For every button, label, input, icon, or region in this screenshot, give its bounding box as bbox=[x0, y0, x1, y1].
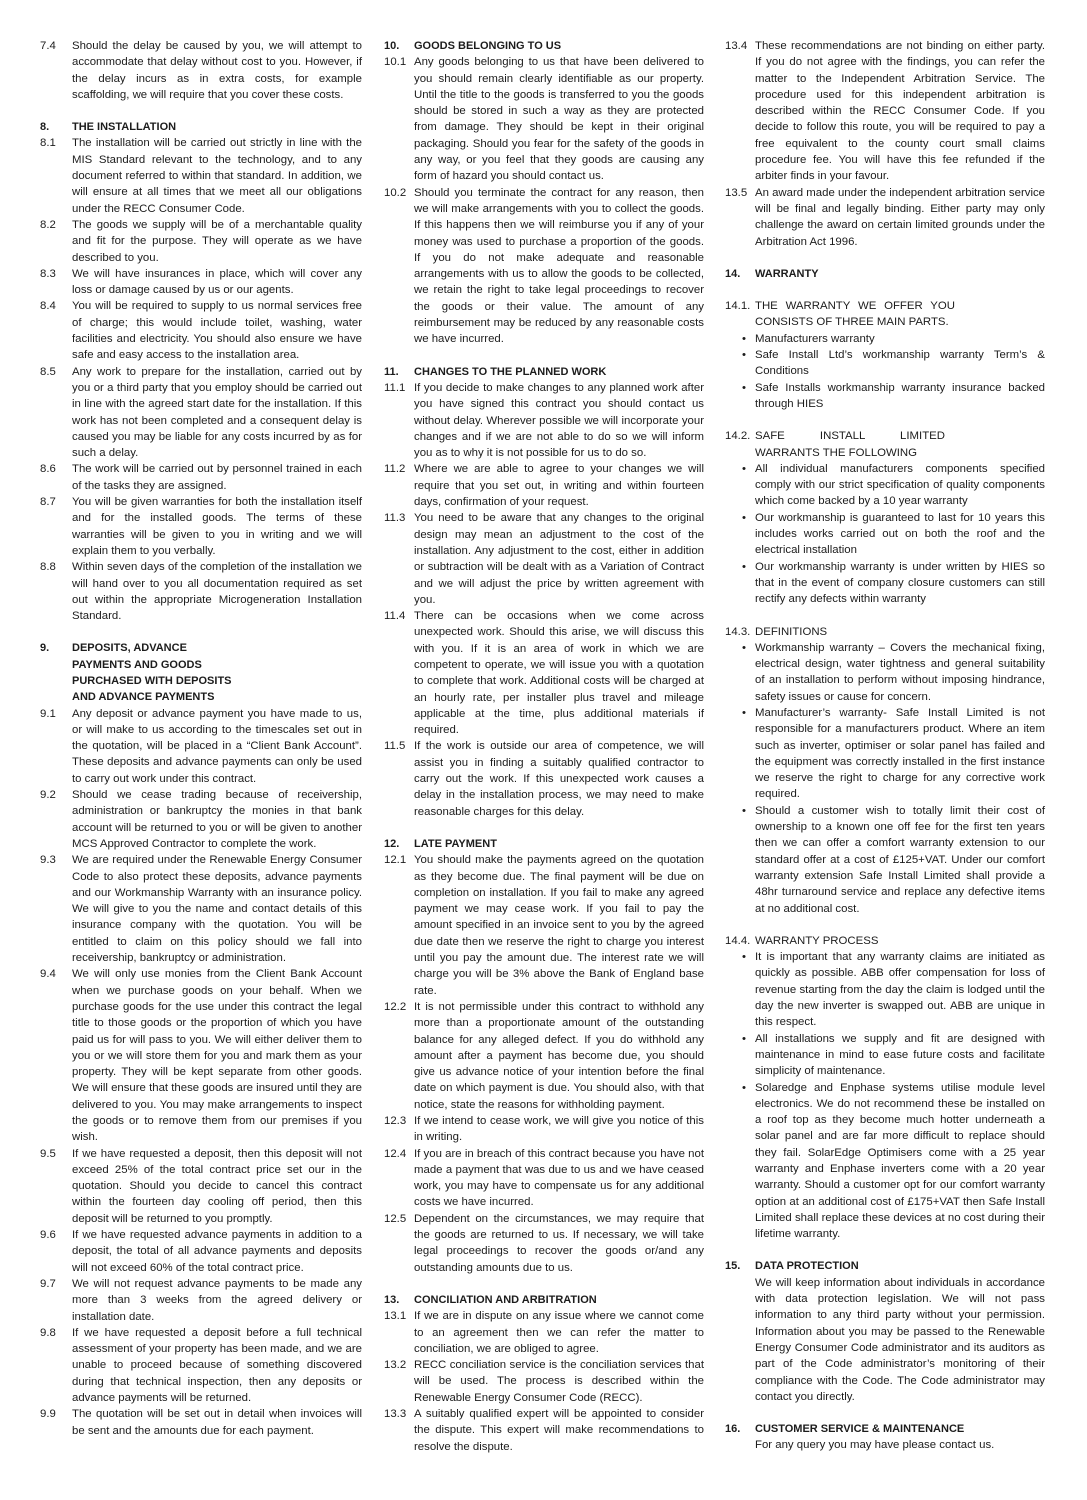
section-title: DATA PROTECTION bbox=[755, 1260, 859, 1273]
bullet-text: All installations we supply and fit are designed with maintenance in mind to ease future costs and facilitate simplicity of maintenance. bbox=[755, 1032, 1045, 1078]
clause-number: 11.2 bbox=[384, 463, 406, 476]
clause bbox=[40, 38, 362, 103]
clause-text: You need to be aware that any changes to the original design may mean an adjustment to the cost of the installation. Any adjustment to the cost, either in addition or subtraction will be dealt with as a Variation of Contract and we will adjust the price by written agreement with you. bbox=[414, 512, 704, 606]
clause-number: 10.1 bbox=[384, 56, 407, 69]
column-2 bbox=[384, 38, 704, 1455]
section-number: 15. bbox=[725, 1260, 741, 1273]
clause-number: 13.1 bbox=[384, 1310, 407, 1323]
clause-text: Any goods belonging to us that have been delivered to you should remain clearly identifiable as our property. Until the title to the goods is transferred to you the goods should be stored in such a way as they are protected from damage. They should be kept in their original packaging. Should you fear for the safety of the goods in any way, or you feel that they goods are causing any form of hazard you should contact us. bbox=[414, 56, 704, 183]
section-heading bbox=[725, 1258, 1045, 1274]
section-title: THE INSTALLATION bbox=[72, 121, 177, 134]
subsection-title: DEFINITIONS bbox=[755, 625, 828, 638]
clause bbox=[384, 738, 704, 819]
clause-text: We will not request advance payments to be made any more than 3 weeks from the agreed delivery or installation date. bbox=[72, 1277, 362, 1323]
clause-text: If you are in breach of this contract because you have not made a payment that was due to us and we have ceased work, you may have to compensate us for any additional costs we have incurred. bbox=[414, 1147, 704, 1209]
bullet-item bbox=[725, 559, 1045, 608]
section-number: 10. bbox=[384, 40, 400, 52]
section-10 bbox=[384, 38, 704, 348]
section-title: CUSTOMER SERVICE & MAINTENANCE bbox=[755, 1423, 965, 1436]
clause bbox=[40, 1406, 362, 1439]
subsection-title: WARRANTY PROCESS bbox=[755, 934, 879, 947]
clause-number: 12.1 bbox=[384, 854, 407, 867]
clause-number: 8.5 bbox=[40, 365, 56, 378]
clause bbox=[384, 1406, 704, 1455]
clause-text: Should you terminate the contract for any reason, then we will make arrangements with you to collect the goods. If this happens then we will reimburse you if any of your money was used to purchase a proportion of the goods. If you do not make adequate and reasonable arrangements with us to allow the goods to be collected, we retain the right to take legal proceedings to recover the goods or their value. The amount of any reimbursement may be reduced by any reasonable costs we have incurred. bbox=[414, 186, 704, 346]
clause-text: Where we are able to agree to your changes we will require that you set out, in writing and within fourteen days, confirmation of your request. bbox=[414, 463, 704, 509]
clause-text: RECC conciliation service is the conciliation services that will be used. The process is described within the Renewable Energy Consumer Code (RECC). bbox=[414, 1359, 704, 1404]
bullet-text: It is important that any warranty claims are initiated as quickly as possible. ABB offer compensation for loss of revenue starting from the day the claim is lodged until the day the new inverter is swapped out. ABB are unique in this respect. bbox=[755, 951, 1045, 1029]
clause-number: 9.2 bbox=[40, 789, 56, 802]
clause-text: Any deposit or advance payment you have made to us, or will make to us according to the timescales set out in the quotation, will be placed in a “Client Bank Account”. These deposits and advance payments can only be used to carry out work under this contract. bbox=[72, 707, 362, 785]
subsection-14-1 bbox=[725, 298, 1045, 412]
clause-text: The quotation will be set out in detail when invoices will be sent and the amounts due for each payment. bbox=[72, 1408, 362, 1437]
subsection-title: SAFE INSTALL LIMITED WARRANTS THE FOLLOWING bbox=[755, 430, 945, 459]
section-heading bbox=[40, 640, 362, 705]
clause bbox=[40, 494, 362, 559]
clause-text: We will have insurances in place, which will cover any loss or damage caused by us or our agents. bbox=[72, 267, 362, 297]
clause bbox=[384, 999, 704, 1113]
clause-text: Should the delay be caused by you, we will attempt to accommodate that delay without cost to you. However, if the delay incurs as in extra costs, for example scaffolding, we will require that you cover these costs. bbox=[72, 40, 362, 101]
clause-text: Should we cease trading because of receivership, administration or bankruptcy the monies in that bank account will be returned to you or will be given to another MCS Approved Contractor to complete the work. bbox=[72, 789, 362, 850]
clause-text: The installation will be carried out strictly in line with the MIS Standard relevant to the technology, and to any document referred to within that standard. In addition, we will ensure at all times that we meet all our obligations under the RECC Consumer Code. bbox=[72, 137, 362, 215]
section-title: CHANGES TO THE PLANNED WORK bbox=[414, 365, 607, 378]
clause-text: If we have requested a deposit, then this deposit will not exceed 25% of the total contract price set our in the quotation. Should you decide to cancel this contract within the fourteen day cooling off period, then this deposit will be returned to you promptly. bbox=[72, 1147, 362, 1225]
bullet-text: All individual manufacturers components specified comply with our strict specification of quality components which come backed by a 10 year warranty bbox=[755, 462, 1045, 508]
clause-number: 11.4 bbox=[384, 610, 406, 623]
clause bbox=[40, 298, 362, 363]
bullet-text: Manufacturers warranty bbox=[755, 332, 875, 345]
clause bbox=[40, 266, 362, 299]
clause-number: 8.2 bbox=[40, 218, 56, 231]
clause-number: 9.5 bbox=[40, 1147, 56, 1160]
section-heading bbox=[384, 38, 704, 54]
clause-number: 8.3 bbox=[40, 267, 56, 280]
bullet-item bbox=[725, 380, 1045, 413]
subsection-heading bbox=[725, 428, 1045, 461]
clause bbox=[384, 1211, 704, 1276]
clause bbox=[40, 461, 362, 494]
bullet-text: Solaredge and Enphase systems utilise module level electronics. We do not recommend these be installed on a roof top as they become much hotter underneath a solar panel and are far more difficult to replace should they fail. SolarEdge Optimisers come with a 25 year warranty and Enphase inverters come with a 20 year warranty. Should a customer opt for our comfort warranty option at an additional cost of £175+VAT then Safe Install Limited shall replace these devices at no cost during their lifetime warranty. bbox=[755, 1081, 1045, 1241]
clause-text: If we intend to cease work, we will give you notice of this in writing. bbox=[414, 1115, 704, 1144]
clause bbox=[384, 1113, 704, 1146]
bullet-text: Our workmanship is guaranteed to last for 10 years this includes works carried out on both the roof and the electrical installation bbox=[755, 511, 1045, 557]
section-title: DEPOSITS, ADVANCE PAYMENTS AND GOODS PURCHASED WITH DEPOSITS AND ADVANCE PAYMENTS bbox=[72, 642, 232, 704]
section-heading bbox=[384, 836, 704, 852]
clause bbox=[725, 38, 1045, 185]
clause-number: 13.2 bbox=[384, 1359, 407, 1372]
clause bbox=[384, 380, 704, 461]
section-number: 11. bbox=[384, 365, 399, 378]
section-number: 13. bbox=[384, 1293, 400, 1306]
clause bbox=[40, 135, 362, 216]
bullet-item bbox=[725, 803, 1045, 917]
clause-text: If we have requested advance payments in addition to a deposit, the total of all advance payments and deposits will not exceed 60% of the total contract price. bbox=[72, 1229, 362, 1274]
section-title: WARRANTY bbox=[755, 267, 819, 280]
clause bbox=[40, 1325, 362, 1406]
clause bbox=[40, 787, 362, 852]
clause bbox=[40, 217, 362, 266]
clause-text: Dependent on the circumstances, we may require that the goods are returned to us. If necessary, we will take legal proceedings to recover the goods or/and any outstanding amounts due to us. bbox=[414, 1212, 704, 1274]
clause-text: A suitably qualified expert will be appointed to consider the dispute. This expert will make recommendations to resolve the dispute. bbox=[414, 1408, 704, 1453]
clause-number: 9.7 bbox=[40, 1277, 56, 1290]
clause-number: 9.6 bbox=[40, 1229, 56, 1242]
subsection-number: 14.2. bbox=[725, 430, 751, 443]
clause-number: 9.3 bbox=[40, 854, 56, 867]
clause bbox=[40, 706, 362, 787]
clause bbox=[40, 1146, 362, 1227]
clause bbox=[384, 185, 704, 348]
bullet-text: Should a customer wish to totally limit their cost of ownership to a known one off fee for the first ten years then we can offer a comfort warranty extension to our standard offer at a cost of £125+VAT. Under our comfort warranty extension Safe Install Limited shall provide a 48hr turnaround service and replace any defective items at no additional cost. bbox=[755, 804, 1045, 915]
clause-number: 9.9 bbox=[40, 1408, 56, 1421]
section-text: We will keep information about individuals in accordance with data protection legislation. We will not pass information to any third party without your permission. Information about you may be passed to the Renewable Energy Consumer Code administrator and its auditors as part of the Code administrator’s monitoring of their compliance with the Code. The Code administrator may contact you directly. bbox=[755, 1276, 1045, 1403]
clause bbox=[384, 1146, 704, 1211]
clause-text: An award made under the independent arbitration service will be final and legally binding. Either party may only challenge the award on certain limited grounds under the Arbitration Act 1996. bbox=[755, 186, 1046, 248]
section-number: 16. bbox=[725, 1423, 741, 1436]
bullet-item bbox=[725, 331, 1045, 347]
section-number: 8. bbox=[40, 121, 50, 134]
section-number: 14. bbox=[725, 267, 741, 280]
subsection-heading bbox=[725, 933, 1045, 949]
bullet-text: Workmanship warranty – Covers the mechanical fixing, electrical design, water tightness and general suitability of an installation to perform without imposing hindrance, safety issues or cause for concern. bbox=[755, 641, 1045, 703]
section-heading bbox=[725, 266, 1045, 282]
section-12 bbox=[384, 836, 704, 1276]
clause-text: Within seven days of the completion of the installation we will hand over to you all documentation required as set out within the appropriate Microgeneration Installation Standard. bbox=[72, 561, 362, 623]
bullet-text: Safe Installs workmanship warranty insurance backed through HIES bbox=[755, 381, 1045, 410]
clause bbox=[40, 364, 362, 462]
clause-number: 13.4 bbox=[725, 40, 748, 52]
clause bbox=[40, 852, 362, 966]
section-title: LATE PAYMENT bbox=[414, 837, 497, 850]
section-11 bbox=[384, 364, 704, 820]
section-15 bbox=[725, 1258, 1045, 1405]
section-number: 12. bbox=[384, 837, 400, 850]
clause bbox=[725, 185, 1045, 250]
section-title: GOODS BELONGING TO US bbox=[414, 40, 562, 52]
clause-number: 11.1 bbox=[384, 381, 406, 394]
clause bbox=[384, 608, 704, 738]
clause-number: 9.1 bbox=[40, 707, 56, 720]
bullet-text: Our workmanship warranty is under written by HIES so that in the event of company closure customers can still rectify any defects within warranty bbox=[755, 560, 1045, 606]
clause-number: 9.8 bbox=[40, 1326, 56, 1339]
subsection-number: 14.4. bbox=[725, 934, 751, 947]
section-heading bbox=[40, 119, 362, 135]
subsection-title: THE WARRANTY WE OFFER YOU CONSISTS OF THREE MAIN PARTS. bbox=[755, 300, 955, 329]
clause-text: The goods we supply will be of a merchantable quality and fit for the purpose. They will operate as we have described to you. bbox=[72, 218, 362, 264]
section-title: CONCILIATION AND ARBITRATION bbox=[414, 1293, 597, 1306]
bullet-item bbox=[725, 510, 1045, 559]
clause-text: It is not permissible under this contract to withhold any more than a proportionate amount of the outstanding balance for any alleged defect. If you do withhold any amount after a payment has become due, you should give us advance notice of your intention before the final date on which payment is due. You should also, with that notice, state the reasons for withholding payment. bbox=[414, 1000, 704, 1111]
bullet-item bbox=[725, 949, 1045, 1030]
clause-text: If you decide to make changes to any planned work after you have signed this contract you should contact us without delay. Wherever possible we will incorporate your changes and if we are not able to do so we will inform you as to why it is not possible for us to do so. bbox=[414, 381, 704, 460]
clause bbox=[384, 1308, 704, 1357]
clause-number: 12.5 bbox=[384, 1212, 407, 1225]
clause bbox=[40, 1276, 362, 1325]
clause-number: 12.3 bbox=[384, 1115, 407, 1127]
bullet-item bbox=[725, 347, 1045, 380]
clause-number: 11.5 bbox=[384, 740, 406, 753]
subsection-14-2 bbox=[725, 428, 1045, 607]
section-heading bbox=[384, 364, 704, 380]
column-1 bbox=[40, 38, 362, 1439]
clause-number: 8.1 bbox=[40, 137, 56, 150]
subsection-heading bbox=[725, 624, 1045, 640]
clause-text: There can be occasions when we come across unexpected work. Should this arise, we will discuss this with you. If it is an area of work in which we are competent to operate, we will issue you with a quotation to complete that work. Additional costs will be charged at an hourly rate, per installer plus travel and mileage applicable at the time, plus additional materials if required. bbox=[414, 610, 704, 737]
bullet-item bbox=[725, 640, 1045, 705]
bullet-item bbox=[725, 1031, 1045, 1080]
section-9 bbox=[40, 640, 362, 1439]
clause-number: 12.4 bbox=[384, 1147, 407, 1160]
column-3 bbox=[725, 38, 1045, 1454]
clause bbox=[384, 510, 704, 608]
section-8 bbox=[40, 119, 362, 624]
section-7-continued bbox=[40, 38, 362, 103]
subsection-heading bbox=[725, 298, 1045, 331]
subsection-number: 14.1. bbox=[725, 300, 751, 313]
clause-text: If we are in dispute on any issue where we cannot come to an agreement then we can refer the matter to conciliation, we are obliged to agree. bbox=[414, 1310, 704, 1355]
clause bbox=[40, 966, 362, 1145]
clause-number: 8.8 bbox=[40, 561, 56, 574]
clause-text: If the work is outside our area of competence, we will assist you in finding a suitably qualified contractor to carry out the work. If this unexpected work causes a delay in the installation process, we may need to make reasonable charges for this delay. bbox=[414, 740, 704, 818]
clause bbox=[384, 54, 704, 184]
section-text: For any query you may have please contact us. bbox=[755, 1439, 995, 1452]
section-16 bbox=[725, 1421, 1045, 1454]
clause bbox=[384, 852, 704, 999]
clause-text: If we have requested a deposit before a full technical assessment of your property has been made, and we are unable to proceed because of something discovered during that technical inspection, then any deposits or advance payments will be returned. bbox=[72, 1326, 362, 1405]
section-13-continued bbox=[725, 38, 1045, 250]
clause bbox=[40, 559, 362, 624]
clause-text: We will only use monies from the Client Bank Account when we purchase goods on your behalf. When we purchase goods for the use under this contract the legal title to those goods or the proportion of which you have paid us for will pass to you. We will either deliver them to you or we will store them for you and mark them as your property. They will be kept separate from other goods. We will ensure that these goods are insured until they are delivered to you. You may make arrangements to inspect the goods or to remove them from our premises if you wish. bbox=[72, 968, 362, 1144]
bullet-item bbox=[725, 461, 1045, 510]
section-heading bbox=[725, 1421, 1045, 1437]
clause-text: You will be given warranties for both the installation itself and for the installed goods. The terms of these warranties will be given to you in writing and we will explain them to you verbally. bbox=[72, 496, 362, 557]
clause bbox=[384, 461, 704, 510]
clause-number: 8.7 bbox=[40, 496, 56, 509]
clause-number: 12.2 bbox=[384, 1000, 407, 1013]
subsection-14-3 bbox=[725, 624, 1045, 917]
clause-text: The work will be carried out by personnel trained in each of the tasks they are assigned. bbox=[72, 463, 362, 492]
clause bbox=[40, 1227, 362, 1276]
clause-text: You should make the payments agreed on the quotation as they become due. The final payment will be due on completion on installation. If you fail to make any agreed payment we may cease work. If you fail to pay the amount specified in an invoice sent to you by the agreed due date then we reserve the right to charge you interest until you pay the amount due. The interest rate we will charge you will be 3% above the Bank of England base rate. bbox=[414, 854, 704, 997]
clause-number: 8.6 bbox=[40, 463, 56, 476]
subsection-number: 14.3. bbox=[725, 625, 751, 638]
clause-number: 10.2 bbox=[384, 186, 407, 199]
clause-number: 13.3 bbox=[384, 1408, 407, 1421]
bullet-text: Safe Install Ltd’s workmanship warranty Term’s & Conditions bbox=[755, 349, 1045, 378]
bullet-item bbox=[725, 1080, 1045, 1243]
section-heading bbox=[384, 1292, 704, 1308]
section-number: 9. bbox=[40, 642, 50, 655]
clause-number: 13.5 bbox=[725, 186, 748, 199]
clause-text: We are required under the Renewable Energy Consumer Code to also protect these deposits, advance payments and our Workmanship Warranty with an insurance policy. We will give to you the name and contact details of this insurance company with the quotation. You will be entitled to claim on this policy should we fall into receivership, bankruptcy or administration. bbox=[72, 854, 362, 965]
section-13 bbox=[384, 1292, 704, 1455]
subsection-14-4 bbox=[725, 933, 1045, 1243]
clause-number: 7.4 bbox=[40, 40, 56, 52]
clause-text: Any work to prepare for the installation, carried out by you or a third party that you employ should be carried out in line with the agreed start date for the installation. If this work has not been completed and a consequent delay is caused you may be liable for any costs incurred by as for such a delay. bbox=[72, 365, 362, 460]
clause-number: 9.4 bbox=[40, 968, 56, 981]
clause bbox=[384, 1357, 704, 1406]
bullet-item bbox=[725, 705, 1045, 803]
clause-number: 8.4 bbox=[40, 300, 56, 313]
clause-text: You will be required to supply to us normal services free of charge; this would include toilet, washing, water facilities and electricity. You should also ensure we have safe and easy access to the installation area. bbox=[72, 300, 362, 362]
clause-text: These recommendations are not binding on either party. If you do not agree with the findings, you can refer the matter to the Independent Arbitration Service. The procedure used for this independent arbitration is described within the RECC Consumer Code. If you decide to follow this route, you will be required to pay a free equivalent to the county court small claims procedure fee. You will have this fee refunded if the arbiter finds in your favour. bbox=[755, 40, 1045, 183]
bullet-text: Manufacturer’s warranty- Safe Install Limited is not responsible for a manufacturers product. Where an item such as inverter, optimiser or solar panel has failed and the equipment was correctly installed in the first instance we reserve the right to charge for any corrective work required. bbox=[755, 706, 1045, 801]
section-14 bbox=[725, 266, 1045, 1243]
clause-number: 11.3 bbox=[384, 512, 406, 525]
